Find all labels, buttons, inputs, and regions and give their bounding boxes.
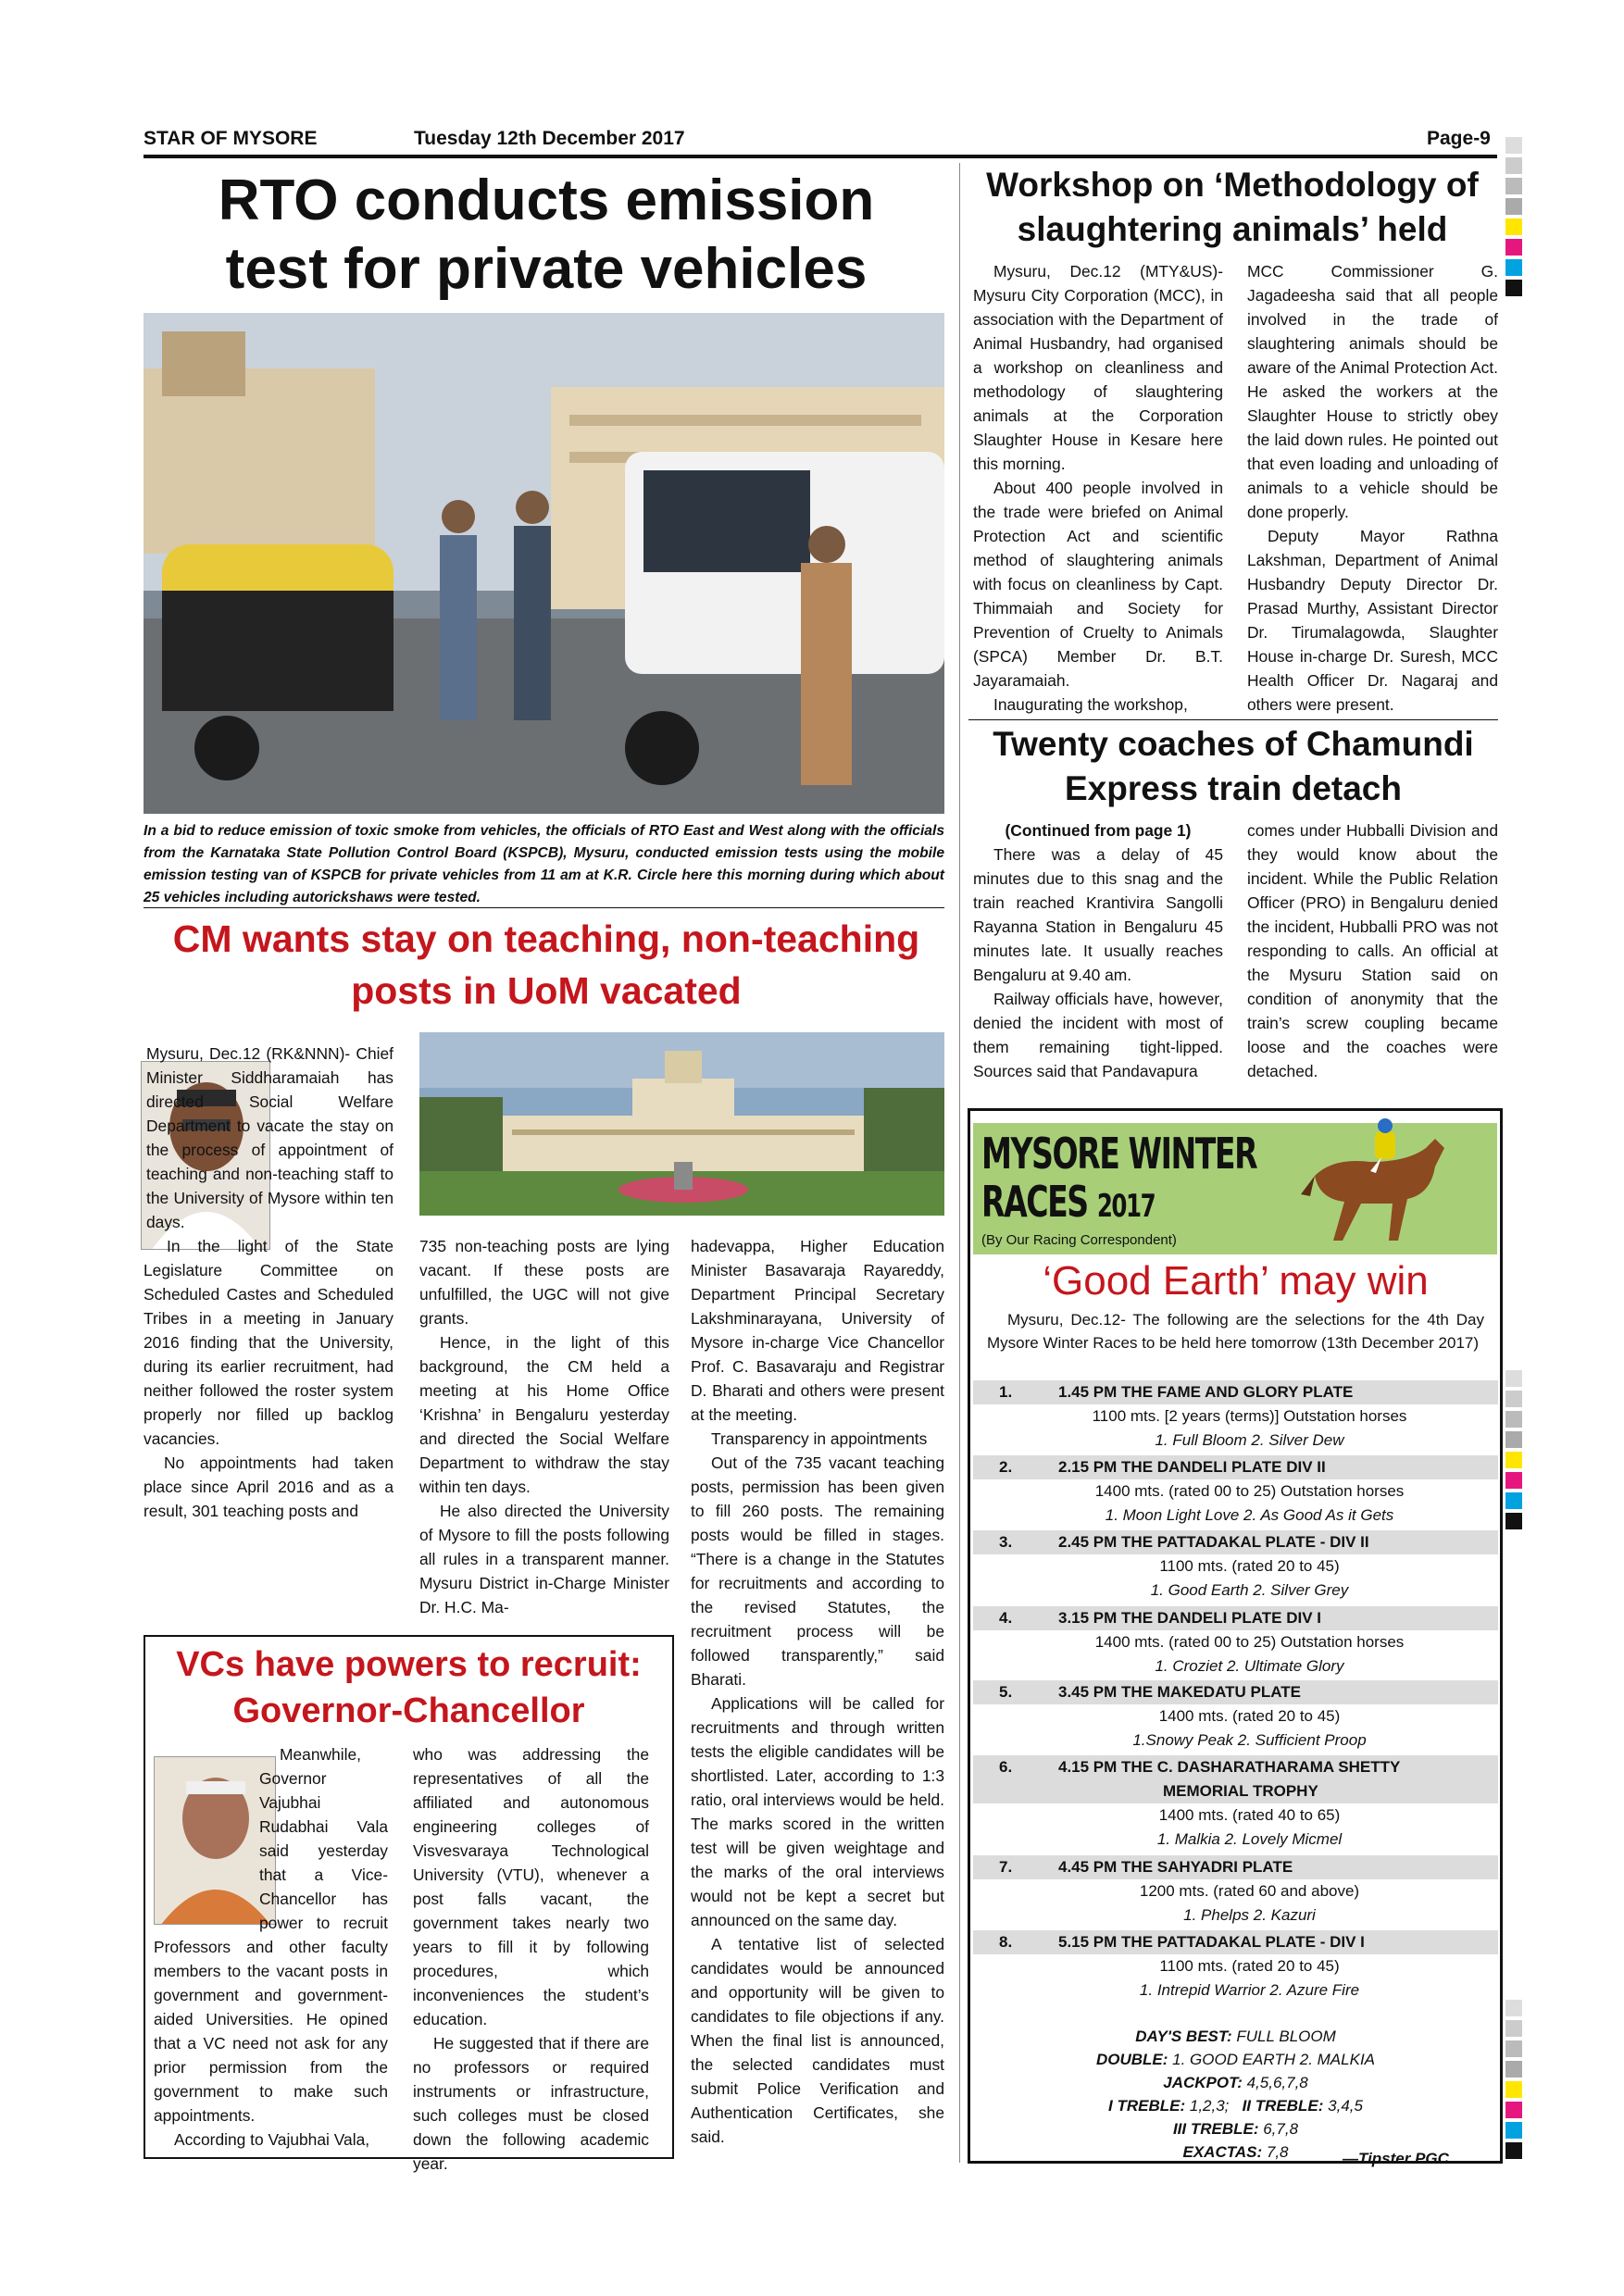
coaches-headline	[968, 722, 1498, 811]
cm-col2-para-2: Hence, in the light of this background, the CM held a meeting at his Home Office ‘Krishna’ in Bengaluru yesterday and directed the Social Welfare Department to withdraw the stay within ten days.	[419, 1333, 669, 1496]
colour-mark	[1505, 1513, 1522, 1529]
colour-mark	[1505, 198, 1522, 215]
races-banner-title	[981, 1129, 1256, 1230]
race-title-bar	[973, 1530, 1498, 1554]
race-name: 4.15 PM THE C. DASHARATHARAMA SHETTY	[1058, 1758, 1401, 1776]
races-banner-year: 2017	[1096, 1188, 1156, 1225]
workshop-headline	[968, 163, 1496, 252]
header-rule	[144, 155, 1497, 158]
coaches-col1-para-2: Railway officials have, however, denied the incident with most of them remaining tight-lipped. Sources said that Pandavapura	[973, 990, 1223, 1080]
horse-jockey-icon	[1296, 1111, 1463, 1250]
race-entry	[973, 1606, 1498, 1678]
cm-col3-para-3: Applications will be called for recruitments and through written tests the eligible candidates will be shortlisted. Later, according to 1:3 ratio, oral interviews would be held. The marks scored in the written test will be given weightage and the marks of the oral interviews would not be kept a secret but announced on the same day.	[691, 1694, 944, 1929]
coaches-column-2	[1247, 818, 1498, 1083]
race-name: 1.45 PM THE FAME AND GLORY PLATE	[1058, 1383, 1354, 1401]
cm-column-3	[691, 1234, 944, 2149]
colour-mark	[1505, 1452, 1522, 1468]
treble-2-value: 3,4,5	[1323, 2097, 1363, 2115]
race-entry	[973, 1930, 1498, 2003]
race-selections: 1. Malkia 2. Lovely Micmel	[1156, 1830, 1343, 1848]
treble-3-label: III TREBLE:	[1172, 2120, 1259, 2138]
race-entry	[973, 1530, 1498, 1603]
workshop-column-1	[973, 259, 1223, 717]
exactas-label: EXACTAS:	[1182, 2143, 1263, 2161]
coaches-headline-line-2: Express train detach	[1065, 769, 1402, 807]
workshop-headline-line-1: Workshop on ‘Methodology of	[986, 166, 1479, 204]
colour-mark	[1505, 1492, 1522, 1509]
race-selections: 1.Snowy Peak 2. Sufficient Proop	[1132, 1731, 1367, 1749]
race-title-bar	[973, 1455, 1498, 1479]
days-best-value: FULL BLOOM	[1231, 2028, 1336, 2045]
exactas-value: 7,8	[1262, 2143, 1289, 2161]
race-name-line-2: MEMORIAL TROPHY	[1163, 1782, 1318, 1800]
treble-3	[973, 2117, 1498, 2140]
issue-date: Tuesday 12th December 2017	[414, 128, 685, 149]
colour-mark	[1505, 1411, 1522, 1428]
race-name: 4.45 PM THE SAHYADRI PLATE	[1058, 1858, 1293, 1876]
race-conditions: 1400 mts. (rated 20 to 45)	[1158, 1707, 1341, 1725]
race-title-bar	[973, 1755, 1498, 1803]
workshop-headline-line-2: slaughtering animals’ held	[1017, 210, 1448, 248]
race-conditions: 1100 mts. [2 years (terms)] Outstation horses	[1092, 1407, 1407, 1425]
cm-col3-subhead: Transparency in appointments	[711, 1429, 928, 1448]
race-conditions: 1100 mts. (rated 20 to 45)	[1159, 1557, 1340, 1575]
coaches-column-1	[973, 818, 1223, 1083]
race-conditions: 1200 mts. (rated 60 and above)	[1139, 1882, 1360, 1900]
race-conditions: 1400 mts. (rated 00 to 25) Outstation horses	[1094, 1482, 1405, 1500]
race-number: 2.	[999, 1458, 1013, 1476]
university-photo	[419, 1032, 944, 1216]
vc-headline	[148, 1641, 669, 1734]
race-selections: 1. Moon Light Love 2. As Good As it Gets	[1105, 1506, 1394, 1524]
vc-column-2	[413, 1742, 649, 2176]
race-entry	[973, 1455, 1498, 1528]
workshop-column-2	[1247, 259, 1498, 717]
cm-col1-para-2: In the light of the State Legislature Committee on Scheduled Castes and Scheduled Tribes in a meeting in January 2016 finding that the University, during its earlier recruitment, had neither followed the roster system properly nor filled up backlog vacancies.	[144, 1237, 394, 1448]
race-number: 5.	[999, 1683, 1013, 1701]
colour-mark	[1505, 2020, 1522, 2037]
rto-headline-line-1: RTO conducts emission	[218, 168, 875, 232]
rto-photo	[144, 313, 944, 814]
races-intro-text: Mysuru, Dec.12- The following are the selections for the 4th Day Mysore Winter Races to be held here tomorrow (13th December 2017)	[987, 1311, 1484, 1352]
cm-col2-para-1: 735 non-teaching posts are lying vacant. If these posts are unfulfilled, the UGC will not give grants.	[419, 1237, 669, 1328]
cm-column-2	[419, 1234, 669, 1619]
colour-mark	[1505, 1370, 1522, 1387]
colour-mark	[1505, 239, 1522, 256]
treble-2-label: II TREBLE:	[1242, 2097, 1324, 2115]
race-selections: 1. Phelps 2. Kazuri	[1183, 1906, 1316, 1924]
race-number: 1.	[999, 1383, 1013, 1401]
race-number: 3.	[999, 1533, 1013, 1551]
vc-headline-line-1: VCs have powers to recruit:	[176, 1645, 642, 1684]
coaches-headline-line-1: Twenty coaches of Chamundi	[993, 725, 1474, 763]
cm-col1-para-1-text: Mysuru, Dec.12 (RK&NNN)- Chief Minister Siddharamaiah has directed Social Welfare Department to vacate the stay on the process of appointment of teaching and non-teaching staff to the University of Mysore within ten days.	[146, 1044, 394, 1231]
race-name: 5.15 PM THE PATTADAKAL PLATE - DIV I	[1058, 1933, 1365, 1951]
column-divider	[959, 163, 960, 2163]
colour-mark	[1505, 1472, 1522, 1489]
race-title-bar	[973, 1855, 1498, 1879]
cm-col1-para-1	[14, 1042, 394, 1234]
double-value: 1. GOOD EARTH 2. MALKIA	[1168, 2051, 1376, 2068]
race-number: 4.	[999, 1609, 1013, 1627]
workshop-rule	[968, 719, 1498, 720]
colour-mark	[1505, 2081, 1522, 2098]
vc-col1-para-2: According to Vajubhai Vala,	[174, 2130, 370, 2149]
race-number: 8.	[999, 1933, 1013, 1951]
colour-mark	[1505, 2102, 1522, 2118]
colour-mark	[1505, 178, 1522, 194]
double-label: DOUBLE:	[1095, 2051, 1168, 2068]
race-entry	[973, 1380, 1498, 1453]
colour-mark	[1505, 1431, 1522, 1448]
race-entry	[973, 1855, 1498, 1928]
races-byline: (By Our Racing Correspondent)	[981, 1232, 1177, 1248]
colour-mark	[1505, 137, 1522, 154]
vc-col1-para-1-text: Meanwhile, Governor Vajubhai Rudabhai Vala said yesterday that a Vice-Chancellor has power to recruit Professors and other faculty members to the vacant posts in government and government-aided Universities. He opined that a VC need not ask for any prior permission from the government to make such appointments.	[154, 1745, 388, 2125]
races-headline: ‘Good Earth’ may win	[1043, 1258, 1429, 1304]
race-name: 2.15 PM THE DANDELI PLATE DIV II	[1058, 1458, 1326, 1476]
rto-photo-illustration	[144, 313, 944, 814]
workshop-col1-para-1: Mysuru, Dec.12 (MTY&US)- Mysuru City Corporation (MCC), in association with the Department of Animal Husbandry, had organised a workshop on cleanliness and methodology of slaughtering animals at the Corporation Slaughter House in Kesare here this morning.	[973, 262, 1223, 473]
rto-caption: In a bid to reduce emission of toxic smoke from vehicles, the officials of RTO East and West along with the officials from the Karnataka State Pollution Control Board (KSPCB), Mysuru, conducted emission tests using the mobile emission testing van of KSPCB for private vehicles from 11 am at K.R. Circle here this morning during which about 25 vehicles including autorickshaws were tested.	[144, 823, 944, 905]
cm-col2-para-3: He also directed the University of Mysore to fill the posts following all rules in a transparent manner. Mysuru District in-Charge Minister Dr. H.C. Ma-	[419, 1502, 669, 1616]
jackpot-label: JACKPOT:	[1163, 2074, 1243, 2091]
race-conditions: 1100 mts. (rated 20 to 45)	[1159, 1957, 1340, 1975]
rto-headline	[144, 167, 949, 304]
vc-col2-para-2: He suggested that if there are no professors or required instruments or infrastructure, such colleges must be closed down the following academic year.	[413, 2034, 649, 2173]
vc-headline-line-2: Governor-Chancellor	[232, 1691, 585, 1730]
race-selections: 1. Intrepid Warrior 2. Azure Fire	[1139, 1981, 1360, 1999]
double	[973, 2048, 1498, 2071]
colour-mark	[1505, 2061, 1522, 2078]
rto-rule	[144, 907, 944, 908]
race-number: 7.	[999, 1858, 1013, 1876]
race-entry	[973, 1680, 1498, 1753]
races-intro	[987, 1308, 1484, 1354]
colour-mark	[1505, 259, 1522, 276]
treble-1-label: I TREBLE:	[1108, 2097, 1186, 2115]
cm-column-1	[144, 1042, 394, 1523]
days-best-label: DAY'S BEST:	[1135, 2028, 1232, 2045]
cm-headline	[144, 913, 949, 1017]
race-title-bar	[973, 1680, 1498, 1704]
colour-mark	[1505, 157, 1522, 174]
coaches-col1-para-1: There was a delay of 45 minutes due to this snag and the train reached Krantivira Sangolli Rayanna Station in Bengaluru 45 minutes late. It usually reaches Bengaluru at 9.40 am.	[973, 845, 1223, 984]
trebles	[973, 2094, 1498, 2117]
races-best-block	[973, 2025, 1498, 2164]
days-best	[973, 2025, 1498, 2048]
race-selections: 1. Croziet 2. Ultimate Glory	[1155, 1657, 1344, 1675]
colour-mark	[1505, 2000, 1522, 2016]
race-name: 3.45 PM THE MAKEDATU PLATE	[1058, 1683, 1301, 1701]
cm-col1-para-3: No appointments had taken place since April 2016 and as a result, 301 teaching posts and	[144, 1454, 394, 1520]
colour-mark	[1505, 2040, 1522, 2057]
cm-col3-para-1: hadevappa, Higher Education Minister Basavaraja Rayareddy, Department Principal Secretary Lakshminarayana, University of Mysore in-charge Vice Chancellor Prof. C. Basavaraju and Registrar D. Bharati and others were present at the meeting.	[691, 1237, 944, 1424]
colour-mark	[1505, 218, 1522, 235]
colour-mark	[1505, 2142, 1522, 2159]
race-title-bar	[973, 1930, 1498, 1954]
cm-headline-line-2: posts in UoM vacated	[351, 969, 742, 1012]
cm-col3-para-4: A tentative list of selected candidates would be announced and opportunity will be given to candidates to file objections if any. When the final list is announced, the selected candidates must submit Police Verification and Authentication Certificates, she said.	[691, 1935, 944, 2146]
coaches-continued: (Continued from page 1)	[1005, 821, 1192, 840]
workshop-col2-para-1: MCC Commissioner G. Jagadeesha said that all people involved in the trade of slaughtering animals should be aware of the Animal Protection Act. He asked the workers at the Slaughter House to strictly obey the laid down rules. He pointed out that even loading and unloading of animals to a vehicle should be done properly.	[1247, 262, 1498, 521]
page-number: Page-9	[1427, 128, 1491, 149]
jackpot	[973, 2071, 1498, 2094]
cm-portrait-spacer	[14, 1042, 146, 1243]
workshop-col1-para-2: About 400 people involved in the trade were briefed on Animal Protection Act and scientific method of slaughtering animals with focus on cleanliness by Capt. Thimmaiah and Society for Prevention of Cruelty to Animals (SPCA) Member Dr. B.T. Jayaramaiah.	[973, 479, 1223, 690]
tipster: —Tipster PGC	[1343, 2150, 1449, 2167]
race-selections: 1. Good Earth 2. Silver Grey	[1150, 1581, 1349, 1599]
cm-headline-line-1: CM wants stay on teaching, non-teaching	[172, 917, 920, 960]
race-title-bar	[973, 1606, 1498, 1630]
coaches-col2-para-1: comes under Hubballi Division and they would know about the incident. While the Public Relation Officer (PRO) in Bengaluru denied the incident, Hubballi PRO was not responding to calls. An official at the Mysuru Station said on condition of anonymity that the train’s screw coupling became loose and the coaches were detached.	[1247, 821, 1498, 1080]
race-name: 3.15 PM THE DANDELI PLATE DIV I	[1058, 1609, 1322, 1627]
treble-3-value: 6,7,8	[1258, 2120, 1299, 2138]
vc-portrait-spacer	[133, 1742, 259, 1928]
colour-mark	[1505, 280, 1522, 296]
rto-headline-line-2: test for private vehicles	[225, 237, 868, 301]
vc-col2-para-1: who was addressing the representatives of all the affiliated and autonomous engineering colleges of Visvesvaraya Technological University (VTU), whenever a post falls vacant, the government takes nearly two years to fill it by following procedures, which inconveniences the student’s education.	[413, 1745, 649, 2028]
colour-mark	[1505, 1391, 1522, 1407]
race-conditions: 1400 mts. (rated 40 to 65)	[1158, 1806, 1341, 1824]
vc-col1-para-1	[154, 1742, 388, 2128]
university-photo-illustration	[419, 1032, 944, 1216]
workshop-col1-para-3: Inaugurating the workshop,	[993, 695, 1188, 714]
race-entry	[973, 1755, 1498, 1852]
colour-mark	[1505, 2122, 1522, 2139]
race-number: 6.	[999, 1758, 1013, 1776]
workshop-col2-para-2: Deputy Mayor Rathna Lakshman, Department of Animal Husbandry Deputy Director Dr. Prasad Murthy, Assistant Director Dr. Tirumalagowda, Slaughter House in-charge Dr. Suresh, MCC Health Officer Dr. Nagaraj and others were present.	[1247, 527, 1498, 714]
horse-jockey-illustration	[1296, 1111, 1463, 1250]
jackpot-value: 4,5,6,7,8	[1242, 2074, 1308, 2091]
races-banner-line-1: MYSORE WINTER	[981, 1129, 1257, 1179]
race-selections: 1. Full Bloom 2. Silver Dew	[1155, 1431, 1344, 1449]
race-name: 2.45 PM THE PATTADAKAL PLATE - DIV II	[1058, 1533, 1369, 1551]
treble-1-value: 1,2,3;	[1185, 2097, 1230, 2115]
cm-col3-para-2: Out of the 735 vacant teaching posts, permission has been given to fill 260 posts. The remaining posts would be filled in stages. “There is a change in the Statutes for recruitments and according to the revised Statutes, the recruitment process will be followed transparently,” said Bharati.	[691, 1454, 944, 1689]
paper-name: STAR OF MYSORE	[144, 128, 318, 149]
race-conditions: 1400 mts. (rated 00 to 25) Outstation horses	[1094, 1633, 1405, 1651]
races-banner-line-2: RACES	[981, 1177, 1088, 1227]
race-title-bar	[973, 1380, 1498, 1404]
vc-column-1	[154, 1742, 388, 2152]
